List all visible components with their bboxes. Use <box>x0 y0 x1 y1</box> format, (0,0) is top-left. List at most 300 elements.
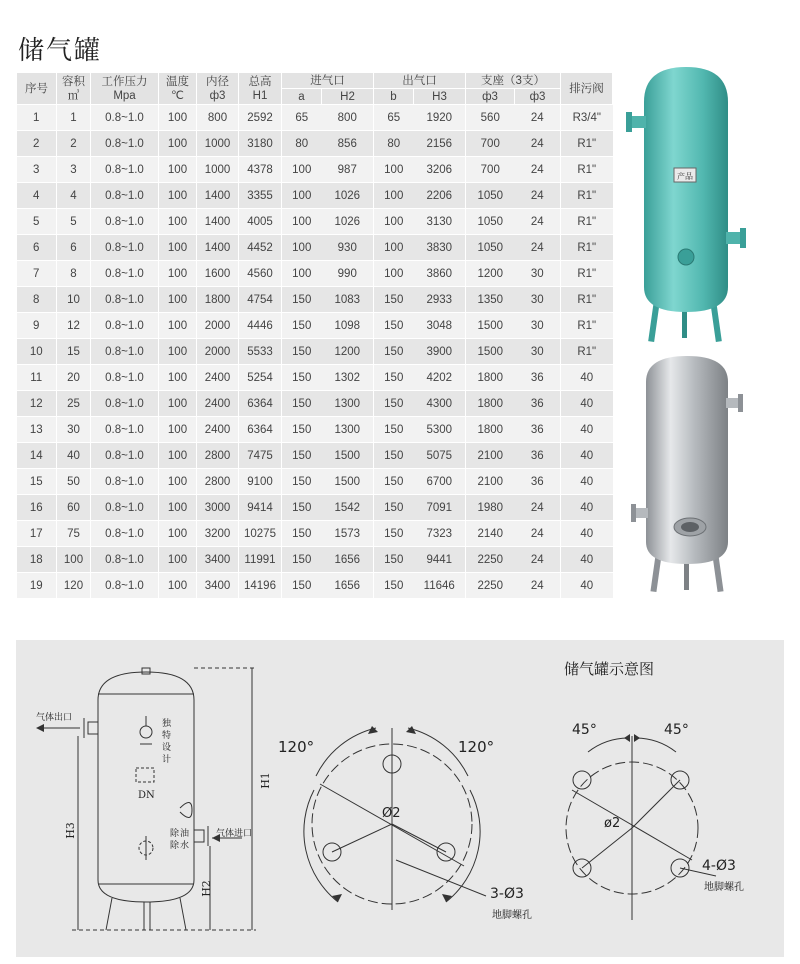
table-cell: 7475 <box>239 443 282 469</box>
table-cell: 12 <box>57 313 91 339</box>
table-cell: 0.8~1.0 <box>91 495 159 521</box>
header-inlet: 进气口 <box>282 73 374 89</box>
table-cell: 36 <box>515 417 561 443</box>
table-cell: 24 <box>515 209 561 235</box>
table-cell: 80 <box>374 131 414 157</box>
table-cell: 4 <box>57 183 91 209</box>
h3-label: H3 <box>63 822 77 839</box>
table-cell: 150 <box>374 339 414 365</box>
table-cell: 3000 <box>197 495 239 521</box>
table-cell: 3400 <box>197 573 239 599</box>
table-cell: 24 <box>515 183 561 209</box>
table-cell: 1400 <box>197 209 239 235</box>
table-cell: 150 <box>374 365 414 391</box>
table-cell: 2206 <box>414 183 466 209</box>
table-cell: R1" <box>561 339 613 365</box>
anchor-a-label: 地脚螺孔 <box>492 910 532 921</box>
table-cell: 0.8~1.0 <box>91 183 159 209</box>
spec-table-body <box>17 105 613 599</box>
header-outlet: 出气口 <box>374 73 466 89</box>
table-cell: 800 <box>197 105 239 131</box>
table-cell: 2933 <box>414 287 466 313</box>
table-cell: 100 <box>159 339 197 365</box>
table-cell: 3900 <box>414 339 466 365</box>
table-cell: 5300 <box>414 417 466 443</box>
table-cell: 2800 <box>197 443 239 469</box>
table-cell: 0.8~1.0 <box>91 287 159 313</box>
table-row <box>17 417 613 443</box>
page-title: 储气罐 <box>18 36 103 66</box>
table-cell: 2100 <box>466 443 515 469</box>
table-cell: 150 <box>374 469 414 495</box>
table-row <box>17 235 613 261</box>
table-cell: 1 <box>57 105 91 131</box>
table-cell: 100 <box>282 209 322 235</box>
table-cell: 1098 <box>322 313 374 339</box>
table-cell: 4560 <box>239 261 282 287</box>
angle-right-label: 120° <box>458 738 495 756</box>
table-cell: 10275 <box>239 521 282 547</box>
header-inlet-a: a <box>282 89 322 105</box>
table-cell: 100 <box>57 547 91 573</box>
table-cell: 0.8~1.0 <box>91 573 159 599</box>
table-cell: 1050 <box>466 209 515 235</box>
table-cell: 19 <box>17 573 57 599</box>
table-cell: 1050 <box>466 183 515 209</box>
table-cell: 1302 <box>322 365 374 391</box>
table-cell: 12 <box>17 391 57 417</box>
table-cell: 36 <box>515 443 561 469</box>
schematic-drawing <box>16 640 784 957</box>
table-cell: 100 <box>159 157 197 183</box>
table-cell: R1" <box>561 183 613 209</box>
header-outlet-h3: H3 <box>414 89 466 105</box>
table-cell: 150 <box>374 443 414 469</box>
table-cell: 1400 <box>197 235 239 261</box>
header-support: 支座（3支） <box>466 73 561 89</box>
table-cell: 4446 <box>239 313 282 339</box>
table-cell: 1800 <box>466 365 515 391</box>
table-cell: 24 <box>515 547 561 573</box>
table-cell: 150 <box>374 417 414 443</box>
table-cell: 0.8~1.0 <box>91 469 159 495</box>
table-row <box>17 573 613 599</box>
table-cell: 120 <box>57 573 91 599</box>
table-cell: 3 <box>17 157 57 183</box>
table-cell: 100 <box>159 365 197 391</box>
angle-45-right-label: 45° <box>664 722 689 738</box>
table-cell: 1200 <box>322 339 374 365</box>
table-cell: 24 <box>515 573 561 599</box>
table-cell: 3400 <box>197 547 239 573</box>
table-cell: 0.8~1.0 <box>91 417 159 443</box>
table-cell: 18 <box>17 547 57 573</box>
table-cell: 8 <box>17 287 57 313</box>
table-cell: 36 <box>515 365 561 391</box>
table-cell: 80 <box>282 131 322 157</box>
table-cell: 14196 <box>239 573 282 599</box>
table-cell: 2000 <box>197 339 239 365</box>
table-cell: 3180 <box>239 131 282 157</box>
table-cell: 150 <box>374 521 414 547</box>
header-seq: 序号 <box>17 73 57 105</box>
header-pressure: 工作压力 Mpa <box>91 73 159 105</box>
unique-design-1: 独 <box>162 719 172 729</box>
table-cell: 30 <box>515 287 561 313</box>
table-cell: 100 <box>159 209 197 235</box>
oil-water-3: 除 <box>170 841 180 851</box>
table-cell: 1500 <box>322 443 374 469</box>
table-cell: R1" <box>561 157 613 183</box>
table-cell: 150 <box>282 313 322 339</box>
table-cell: 30 <box>515 261 561 287</box>
table-cell: 30 <box>515 313 561 339</box>
table-cell: 40 <box>561 547 613 573</box>
table-cell: 14 <box>17 443 57 469</box>
table-cell: 20 <box>57 365 91 391</box>
table-cell: 1800 <box>197 287 239 313</box>
table-cell: 150 <box>282 365 322 391</box>
table-cell: 3355 <box>239 183 282 209</box>
table-cell: 3130 <box>414 209 466 235</box>
table-cell: 150 <box>282 469 322 495</box>
table-cell: 40 <box>561 443 613 469</box>
table-row <box>17 339 613 365</box>
table-cell: 150 <box>374 287 414 313</box>
oil-water-4: 水 <box>180 841 190 851</box>
table-cell: 100 <box>159 235 197 261</box>
table-cell: 6 <box>57 235 91 261</box>
table-cell: R1" <box>561 287 613 313</box>
table-cell: 1350 <box>466 287 515 313</box>
header-height: 总高 H1 <box>239 73 282 105</box>
table-cell: 700 <box>466 157 515 183</box>
table-cell: 1050 <box>466 235 515 261</box>
table-cell: 1800 <box>466 417 515 443</box>
diagram-title: 储气罐示意图 <box>564 660 655 678</box>
table-cell: 1300 <box>322 417 374 443</box>
table-cell: 150 <box>282 339 322 365</box>
table-cell: 2592 <box>239 105 282 131</box>
table-cell: 0.8~1.0 <box>91 339 159 365</box>
table-row <box>17 209 613 235</box>
table-cell: 40 <box>561 365 613 391</box>
phi2-b-label: ø2 <box>604 816 621 831</box>
table-row <box>17 469 613 495</box>
table-cell: 65 <box>374 105 414 131</box>
table-cell: 100 <box>282 235 322 261</box>
nameplate-text: 产品 <box>677 172 693 181</box>
header-diameter: 内径 ф3 <box>197 73 239 105</box>
table-cell: 0.8~1.0 <box>91 365 159 391</box>
table-cell: 9441 <box>414 547 466 573</box>
table-cell: 4452 <box>239 235 282 261</box>
gas-outlet-label: 气体出口 <box>36 713 73 723</box>
table-cell: 1026 <box>322 183 374 209</box>
table-cell: 100 <box>159 183 197 209</box>
header-support-d2: ф3 <box>515 89 561 105</box>
angle-left-label: 120° <box>278 738 315 756</box>
table-cell: 0.8~1.0 <box>91 443 159 469</box>
table-cell: 0.8~1.0 <box>91 235 159 261</box>
table-cell: 930 <box>322 235 374 261</box>
table-cell: 2400 <box>197 417 239 443</box>
table-cell: 9414 <box>239 495 282 521</box>
table-cell: 4202 <box>414 365 466 391</box>
table-cell: 3860 <box>414 261 466 287</box>
table-cell: 40 <box>561 573 613 599</box>
table-cell: 2250 <box>466 547 515 573</box>
table-cell: 0.8~1.0 <box>91 547 159 573</box>
table-cell: 2100 <box>466 469 515 495</box>
table-cell: R1" <box>561 209 613 235</box>
table-row <box>17 105 613 131</box>
table-cell: 30 <box>515 339 561 365</box>
table-cell: 100 <box>374 209 414 235</box>
table-row <box>17 131 613 157</box>
table-cell: 24 <box>515 521 561 547</box>
table-cell: 24 <box>515 157 561 183</box>
table-cell: 1000 <box>197 157 239 183</box>
table-cell: 24 <box>515 105 561 131</box>
table-cell: 5 <box>57 209 91 235</box>
schematic-diagram <box>16 640 784 957</box>
table-cell: 100 <box>159 105 197 131</box>
table-cell: 4378 <box>239 157 282 183</box>
anchor-b-label: 地脚螺孔 <box>704 882 744 893</box>
oil-water-2: 油 <box>180 829 190 839</box>
table-cell: 100 <box>282 183 322 209</box>
table-cell: 7091 <box>414 495 466 521</box>
table-cell: 3206 <box>414 157 466 183</box>
table-row <box>17 365 613 391</box>
table-cell: 60 <box>57 495 91 521</box>
table-cell: 5254 <box>239 365 282 391</box>
table-row <box>17 521 613 547</box>
table-cell: 1026 <box>322 209 374 235</box>
table-cell: 2 <box>57 131 91 157</box>
table-cell: 150 <box>374 391 414 417</box>
table-cell: 9 <box>17 313 57 339</box>
unique-design-3: 设 <box>162 743 172 753</box>
table-cell: 0.8~1.0 <box>91 105 159 131</box>
header-temp: 温度 ℃ <box>159 73 197 105</box>
header-inlet-h2: H2 <box>322 89 374 105</box>
table-cell: 100 <box>159 261 197 287</box>
table-cell: 1600 <box>197 261 239 287</box>
table-row <box>17 313 613 339</box>
header-support-d1: ф3 <box>466 89 515 105</box>
table-cell: 3 <box>57 157 91 183</box>
table-cell: 150 <box>282 547 322 573</box>
tank-photo-teal <box>622 62 750 347</box>
table-cell: 150 <box>282 391 322 417</box>
table-cell: 100 <box>282 157 322 183</box>
table-cell: 1300 <box>322 391 374 417</box>
table-cell: 6364 <box>239 417 282 443</box>
table-cell: 100 <box>159 495 197 521</box>
table-cell: 150 <box>282 495 322 521</box>
table-cell: 2400 <box>197 391 239 417</box>
table-cell: 25 <box>57 391 91 417</box>
table-cell: 0.8~1.0 <box>91 157 159 183</box>
table-cell: 1542 <box>322 495 374 521</box>
phi2-a-label: Ø2 <box>382 806 401 821</box>
table-cell: 2 <box>17 131 57 157</box>
table-cell: 24 <box>515 235 561 261</box>
table-cell: 100 <box>159 131 197 157</box>
table-cell: 1656 <box>322 547 374 573</box>
table-cell: 1400 <box>197 183 239 209</box>
table-cell: 7323 <box>414 521 466 547</box>
table-cell: 100 <box>159 313 197 339</box>
table-cell: R1" <box>561 235 613 261</box>
table-row <box>17 547 613 573</box>
header-drain: 排污阀 <box>561 73 613 105</box>
table-cell: 40 <box>561 469 613 495</box>
table-cell: 30 <box>57 417 91 443</box>
table-cell: 3048 <box>414 313 466 339</box>
h1-label: H1 <box>258 772 272 789</box>
table-cell: 7 <box>17 261 57 287</box>
table-cell: 2000 <box>197 313 239 339</box>
oil-water-1: 除 <box>170 829 180 839</box>
unique-design-2: 特 <box>162 731 172 741</box>
table-row <box>17 157 613 183</box>
table-cell: 1573 <box>322 521 374 547</box>
table-cell: 24 <box>515 495 561 521</box>
table-cell: 13 <box>17 417 57 443</box>
table-cell: R1" <box>561 131 613 157</box>
table-cell: 100 <box>159 469 197 495</box>
table-cell: 987 <box>322 157 374 183</box>
table-cell: 100 <box>374 183 414 209</box>
table-cell: 1980 <box>466 495 515 521</box>
table-cell: 5533 <box>239 339 282 365</box>
table-cell: 2250 <box>466 573 515 599</box>
table-cell: 100 <box>159 521 197 547</box>
table-cell: 100 <box>282 261 322 287</box>
table-cell: 560 <box>466 105 515 131</box>
table-cell: 10 <box>57 287 91 313</box>
table-cell: 100 <box>159 391 197 417</box>
table-row <box>17 183 613 209</box>
table-cell: 3830 <box>414 235 466 261</box>
tank-photo-steel <box>628 352 748 602</box>
holes4-label: 4-Ø3 <box>702 858 736 874</box>
table-cell: 100 <box>374 261 414 287</box>
table-cell: R1" <box>561 313 613 339</box>
table-cell: 700 <box>466 131 515 157</box>
table-cell: 1800 <box>466 391 515 417</box>
header-volume: 容积 ㎥ <box>57 73 91 105</box>
table-cell: 150 <box>282 417 322 443</box>
table-cell: 40 <box>57 443 91 469</box>
table-cell: 11 <box>17 365 57 391</box>
table-cell: R1" <box>561 261 613 287</box>
table-cell: 6364 <box>239 391 282 417</box>
table-cell: 4 <box>17 183 57 209</box>
table-cell: 100 <box>374 157 414 183</box>
table-cell: 150 <box>282 287 322 313</box>
table-cell: 150 <box>374 495 414 521</box>
holes3-label: 3-Ø3 <box>490 886 524 902</box>
table-cell: 3200 <box>197 521 239 547</box>
table-row <box>17 495 613 521</box>
table-cell: 0.8~1.0 <box>91 209 159 235</box>
table-cell: 16 <box>17 495 57 521</box>
dn-label: DN <box>138 790 155 801</box>
table-cell: 100 <box>159 443 197 469</box>
table-cell: 4005 <box>239 209 282 235</box>
table-cell: 40 <box>561 391 613 417</box>
unique-design-4: 计 <box>162 755 172 765</box>
table-cell: 0.8~1.0 <box>91 391 159 417</box>
h2-label: H2 <box>199 880 213 897</box>
table-cell: 1656 <box>322 573 374 599</box>
table-row <box>17 261 613 287</box>
table-cell: 40 <box>561 495 613 521</box>
table-cell: 4754 <box>239 287 282 313</box>
gas-inlet-label: 气体进口 <box>216 829 253 839</box>
table-cell: 40 <box>561 417 613 443</box>
table-cell: 0.8~1.0 <box>91 131 159 157</box>
table-cell: 1500 <box>322 469 374 495</box>
table-cell: 100 <box>159 417 197 443</box>
table-cell: 15 <box>57 339 91 365</box>
table-cell: 0.8~1.0 <box>91 313 159 339</box>
table-cell: 1500 <box>466 313 515 339</box>
header-outlet-b: b <box>374 89 414 105</box>
table-cell: 800 <box>322 105 374 131</box>
table-cell: 65 <box>282 105 322 131</box>
table-cell: 150 <box>282 521 322 547</box>
table-cell: 150 <box>282 443 322 469</box>
table-cell: 10 <box>17 339 57 365</box>
angle-45-left-label: 45° <box>572 722 597 738</box>
table-cell: 2156 <box>414 131 466 157</box>
table-cell: 150 <box>374 547 414 573</box>
table-row <box>17 391 613 417</box>
table-cell: 1200 <box>466 261 515 287</box>
table-cell: 36 <box>515 391 561 417</box>
table-cell: 1083 <box>322 287 374 313</box>
table-cell: 5075 <box>414 443 466 469</box>
table-cell: 75 <box>57 521 91 547</box>
table-cell: 40 <box>561 521 613 547</box>
table-cell: 1920 <box>414 105 466 131</box>
table-cell: 2800 <box>197 469 239 495</box>
table-cell: 36 <box>515 469 561 495</box>
table-row <box>17 443 613 469</box>
table-cell: 8 <box>57 261 91 287</box>
table-cell: 150 <box>282 573 322 599</box>
table-cell: 0.8~1.0 <box>91 521 159 547</box>
table-cell: 2400 <box>197 365 239 391</box>
table-cell: 990 <box>322 261 374 287</box>
table-cell: 856 <box>322 131 374 157</box>
table-cell: 1000 <box>197 131 239 157</box>
table-cell: 4300 <box>414 391 466 417</box>
table-cell: 50 <box>57 469 91 495</box>
table-cell: 150 <box>374 573 414 599</box>
table-cell: 2140 <box>466 521 515 547</box>
table-cell: 150 <box>374 313 414 339</box>
table-cell: 100 <box>159 547 197 573</box>
table-cell: 0.8~1.0 <box>91 261 159 287</box>
table-cell: 6700 <box>414 469 466 495</box>
table-cell: 9100 <box>239 469 282 495</box>
